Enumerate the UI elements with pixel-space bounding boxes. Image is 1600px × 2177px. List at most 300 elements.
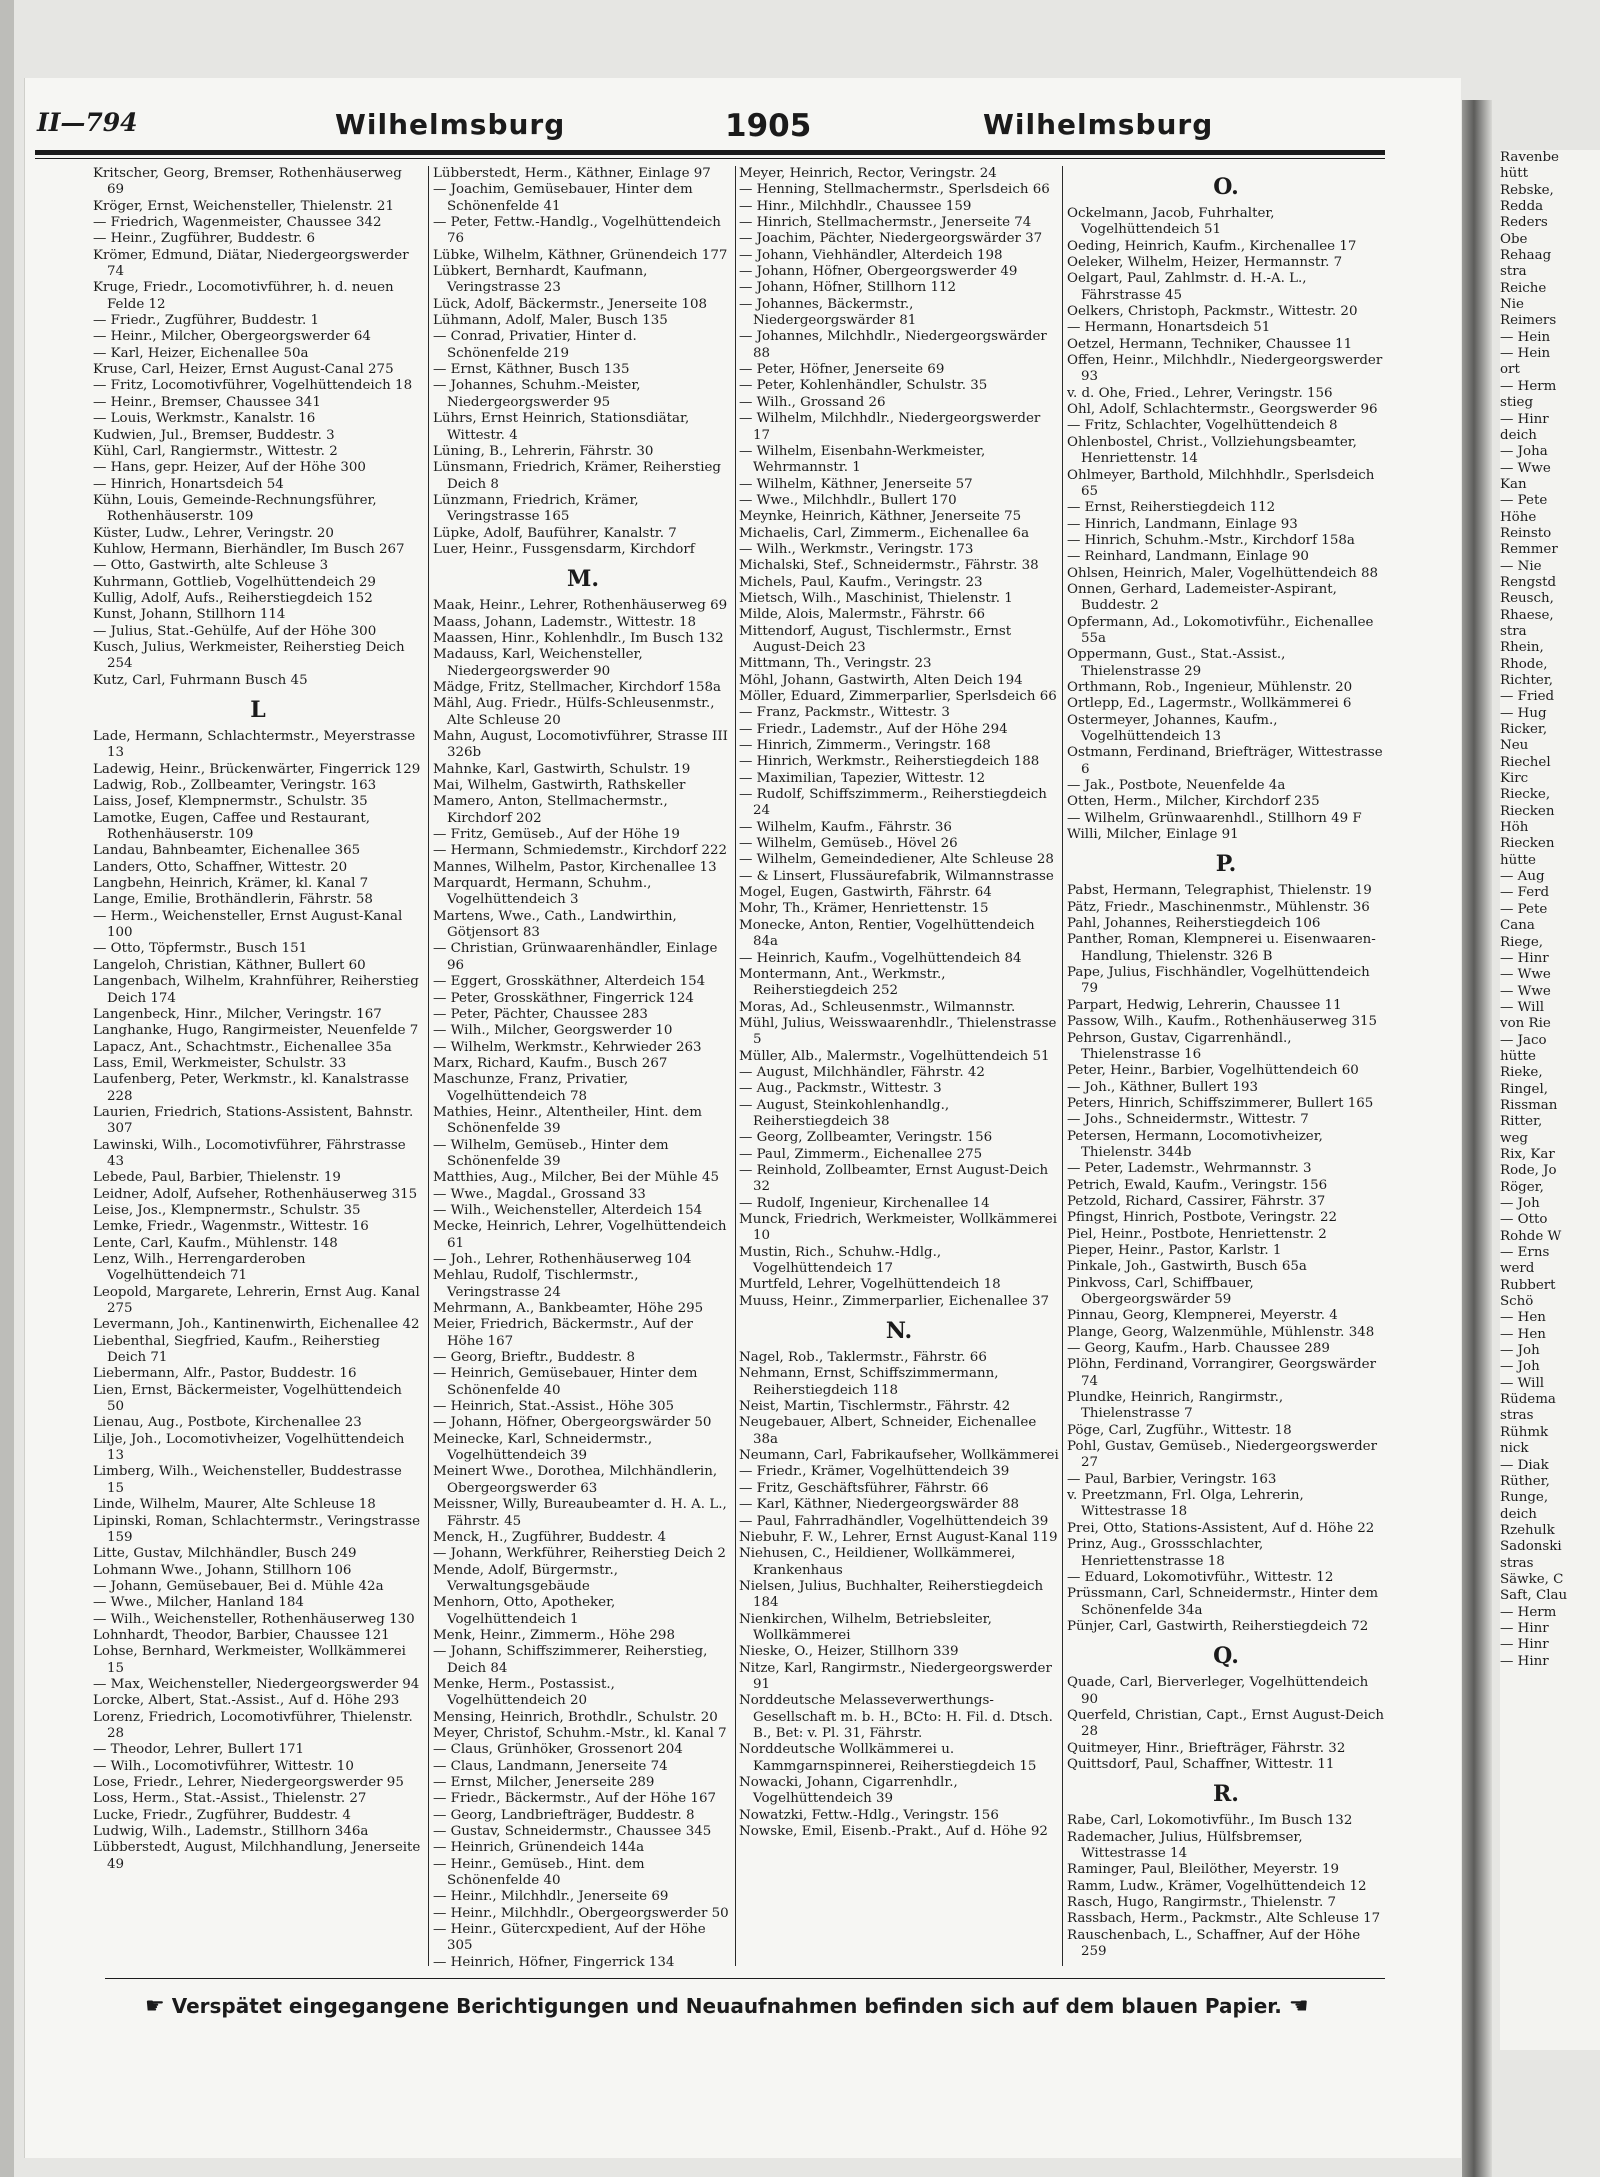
directory-entry: Quade, Carl, Bierverleger, Vogelhüttendeich 90 <box>1067 1675 1369 1707</box>
next-page-line: Richter, <box>1500 673 1553 688</box>
directory-entry: Meyer, Heinrich, Rector, Veringstr. 24 <box>739 166 997 181</box>
pointing-hand-right-icon: ☚ <box>1288 1994 1309 2019</box>
next-page-line: Reimers <box>1500 313 1557 329</box>
directory-entry: Norddeutsche Melasseverwerthungs-Gesellschaft m. b. H., BCto: H. Fil. d. Dtsch. B., Bet: v. Pl. 31, Fährstr. <box>739 1693 1053 1741</box>
directory-entry: Kritscher, Georg, Bremser, Rothenhäuserweg 69 <box>93 166 402 198</box>
directory-entry: — Johannes, Schuhm.-Meister, Niedergeorgswerder 95 <box>433 378 641 410</box>
next-page-line: — Jaco <box>1500 1032 1547 1048</box>
directory-entry: — Heinrich, Kaufm., Vogelhüttendeich 84 <box>739 950 1022 966</box>
directory-entry: Lawinski, Wilh., Locomotivführer, Fährstrasse 43 <box>93 1137 406 1169</box>
scan-edge <box>0 0 14 2177</box>
next-page-line: — Nie <box>1500 558 1542 574</box>
directory-entry: Lübkert, Bernhardt, Kaufmann, Veringstrasse 23 <box>433 264 648 296</box>
next-page-line: Kan <box>1500 476 1527 492</box>
directory-entry: Plöhn, Ferdinand, Vorrangirer, Georgswärder 74 <box>1067 1357 1376 1389</box>
directory-entry: — Heinrich, Gemüsebauer, Hinter dem Schönenfelde 40 <box>433 1366 698 1398</box>
directory-entry: — Maximilian, Tapezier, Wittestr. 12 <box>739 770 986 786</box>
directory-entry: — Heinr., Bremser, Chaussee 341 <box>93 394 321 410</box>
directory-entry: — Joachim, Pächter, Niedergeorgswärder 37 <box>739 231 1043 247</box>
next-page-line: Rissman <box>1500 1097 1558 1113</box>
next-page-line: Neu <box>1500 738 1529 754</box>
next-page-line: Rix, Kar <box>1500 1146 1555 1162</box>
directory-entry: — Peter, Fettw.-Handlg., Vogelhüttendeich 76 <box>433 215 721 247</box>
directory-entry: — Wilhelm, Gemüseb., Hinter dem Schönenfelde 39 <box>433 1137 669 1169</box>
next-page-line: — Hein <box>1500 329 1551 345</box>
directory-entry: Ostermeyer, Johannes, Kaufm., Vogelhüttendeich 13 <box>1067 712 1278 744</box>
directory-entry: Mahn, August, Locomotivführer, Strasse III 326b <box>433 729 728 761</box>
directory-entry: — Heinr., Milcher, Obergeorgswerder 64 <box>93 329 371 345</box>
directory-entry: Murtfeld, Lehrer, Vogelhüttendeich 18 <box>739 1277 1001 1293</box>
directory-entry: — Georg, Brieftr., Buddestr. 8 <box>433 1350 636 1366</box>
next-page-line: Rieke, <box>1500 1065 1543 1081</box>
directory-entry: Oeding, Heinrich, Kaufm., Kirchenallee 17 <box>1067 238 1357 254</box>
directory-entry: Maassen, Hinr., Kohlenhdlr., Im Busch 132 <box>433 630 724 646</box>
directory-entry: — Ernst, Reiherstiegdeich 112 <box>1067 500 1276 516</box>
directory-entry: — Wilh., Weichensteller, Alterdeich 154 <box>433 1202 703 1218</box>
directory-column-4 <box>1067 166 1385 1976</box>
directory-entry: Langbehn, Heinrich, Krämer, kl. Kanal 7 <box>93 876 369 892</box>
directory-entry: Nienkirchen, Wilhelm, Betriebsleiter, Wollkämmerei <box>739 1611 992 1643</box>
directory-entry: — Hinr., Milchhdlr., Chaussee 159 <box>739 198 972 214</box>
directory-entry: — Georg, Kaufm., Harb. Chaussee 289 <box>1067 1341 1330 1357</box>
directory-entry: Levermann, Joh., Kantinenwirth, Eichenallee 42 <box>93 1317 420 1333</box>
directory-entry: Leopold, Margarete, Lehrerin, Ernst Aug. Kanal 275 <box>93 1284 420 1317</box>
next-page-line: Rühmk <box>1500 1424 1549 1440</box>
directory-entry: — Max, Weichensteller, Niedergeorgswerder 94 <box>93 1676 420 1692</box>
directory-entry: — Franz, Packmstr., Wittestr. 3 <box>739 705 950 721</box>
directory-entry: Oelkers, Christoph, Packmstr., Wittestr. 20 <box>1067 304 1358 320</box>
directory-entry: Pahl, Johannes, Reiherstiegdeich 106 <box>1067 916 1321 932</box>
directory-entry: — Heinr., Gemüseb., Hint. dem Schönenfelde 40 <box>433 1856 645 1889</box>
next-page-line: — Hen <box>1500 1310 1546 1326</box>
directory-entry: Meier, Friedrich, Bäckermstr., Auf der Höhe 167 <box>433 1317 693 1349</box>
directory-entry: Prinz, Aug., Grossschlachter, Henriettenstrasse 18 <box>1067 1537 1264 1569</box>
directory-entry: Lipinski, Roman, Schlachtermstr., Veringstrasse 159 <box>93 1513 420 1545</box>
directory-entry: Opfermann, Ad., Lokomotivführ., Eichenallee 55a <box>1067 614 1374 646</box>
directory-entry: Nieske, O., Heizer, Stillhorn 339 <box>739 1644 959 1660</box>
directory-entry: — Friedr., Zugführer, Buddestr. 1 <box>93 313 320 329</box>
next-page-line: Rhein, <box>1500 640 1544 656</box>
next-page-line: von Rie <box>1500 1016 1551 1032</box>
next-page-line: Rebske, <box>1500 182 1554 198</box>
directory-entry: — Johann, Schiffszimmerer, Reiherstieg, Deich 84 <box>433 1644 708 1676</box>
directory-entry: Loss, Herm., Stat.-Assist., Thielenstr. 27 <box>93 1791 367 1807</box>
directory-entry: — August, Steinkohlenhandlg., Reiherstiegdeich 38 <box>739 1097 950 1129</box>
next-page-line: — Hinr <box>1500 1653 1549 1669</box>
directory-entry: Rademacher, Julius, Hülfsbremser, Wittestrasse 14 <box>1067 1829 1303 1861</box>
directory-column-3 <box>739 166 1059 1976</box>
next-page-line: Nie <box>1500 297 1524 313</box>
directory-entry: Oetzel, Hermann, Techniker, Chaussee 11 <box>1067 336 1353 352</box>
directory-entry: — Paul, Fahrradhändler, Vogelhüttendeich 39 <box>739 1513 1049 1529</box>
directory-entry: Pehrson, Gustav, Cigarrenhändl., Thielenstrasse 16 <box>1067 1030 1292 1062</box>
section-letter-heading: M. <box>566 566 599 593</box>
next-page-line: stra <box>1500 264 1527 280</box>
directory-entry: Pöge, Carl, Zugführ., Wittestr. 18 <box>1067 1422 1292 1438</box>
directory-entry: Lünsmann, Friedrich, Krämer, Reiherstieg Deich 8 <box>433 460 721 492</box>
directory-entry: — Wilh., Locomotivführer, Wittestr. 10 <box>93 1758 354 1774</box>
directory-entry: — Rudolf, Ingenieur, Kirchenallee 14 <box>739 1195 990 1211</box>
directory-entry: Ohlmeyer, Barthold, Milchhhdlr., Sperlsdeich 65 <box>1067 467 1375 499</box>
directory-entry: Norddeutsche Wollkämmerei u. Kammgarnspinnerei, Reiherstiegdeich 15 <box>739 1742 1037 1774</box>
directory-entry: Ramm, Ludw., Krämer, Vogelhüttendeich 12 <box>1067 1878 1367 1894</box>
directory-entry: Nitze, Karl, Rangirmstr., Niedergeorgswerder 91 <box>739 1660 1052 1692</box>
directory-entry: Ostmann, Ferdinand, Briefträger, Wittestrasse 6 <box>1067 745 1383 777</box>
directory-entry: — Wilhelm, Eisenbahn-Werkmeister, Wehrmannstr. 1 <box>739 443 986 476</box>
directory-entry: Linde, Wilhelm, Maurer, Alte Schleuse 18 <box>93 1497 376 1513</box>
footer-rule <box>105 1978 1385 1979</box>
directory-entry: — Peter, Lademstr., Wehrmannstr. 3 <box>1067 1161 1312 1177</box>
directory-entry: — Joh., Lehrer, Rothenhäuserweg 104 <box>433 1252 692 1267</box>
next-page-line: — Hein <box>1500 346 1551 362</box>
directory-entry: Mietsch, Wilh., Maschinist, Thielenstr. 1 <box>739 590 1013 606</box>
directory-entry: — Heinr., Gütercxpedient, Auf der Höhe 305 <box>433 1922 706 1954</box>
directory-entry: Nielsen, Julius, Buchhalter, Reiherstiegdeich 184 <box>739 1578 1044 1611</box>
directory-entry: Pohl, Gustav, Gemüseb., Niedergeorgswerder 27 <box>1067 1439 1377 1471</box>
next-page-line: Cana <box>1500 918 1535 934</box>
directory-entry: — Hinrich, Stellmachermstr., Jenerseite 74 <box>739 215 1032 231</box>
next-page-line: — Wwe <box>1500 983 1551 999</box>
directory-entry: Pünjer, Carl, Gastwirth, Reiherstiegdeich 72 <box>1067 1618 1369 1634</box>
directory-entry: — Heinrich, Grünendeich 144a <box>433 1840 645 1856</box>
directory-entry: — Heinr., Zugführer, Buddestr. 6 <box>93 231 316 247</box>
directory-entry: — Ernst, Milcher, Jenerseite 289 <box>433 1775 655 1790</box>
directory-entry: Neist, Martin, Tischlermstr., Fährstr. 42 <box>739 1399 1011 1415</box>
directory-entry: Quitmeyer, Hinr., Briefträger, Fährstr. 32 <box>1067 1740 1346 1756</box>
section-letter-heading: P. <box>1215 851 1237 878</box>
directory-entry: — Claus, Landmann, Jenerseite 74 <box>433 1758 668 1774</box>
next-page-line: weg <box>1500 1130 1528 1146</box>
next-page-line: — Joh <box>1500 1359 1540 1375</box>
directory-entry: Plange, Georg, Walzenmühle, Mühlenstr. 348 <box>1067 1324 1375 1340</box>
directory-entry: Küster, Ludw., Lehrer, Veringstr. 20 <box>93 525 334 541</box>
directory-entry: Raminger, Paul, Bleilöther, Meyerstr. 19 <box>1067 1862 1340 1878</box>
directory-entry: — Johann, Höfner, Obergeorgswärder 50 <box>433 1415 712 1431</box>
column-divider <box>735 166 736 1966</box>
directory-entry: — & Linsert, Flussäurefabrik, Wilmannstrasse <box>739 868 1054 884</box>
year-heading: 1905 <box>725 108 812 144</box>
directory-entry: — Hermann, Schmiedemstr., Kirchdorf 222 <box>433 843 728 859</box>
directory-entry: Lamotke, Eugen, Caffee und Restaurant, Rothenhäuserstr. 109 <box>93 810 371 843</box>
directory-entry: — Peter, Pächter, Chaussee 283 <box>433 1006 648 1022</box>
next-page-line: Remmer <box>1500 542 1558 558</box>
directory-entry: — Karl, Käthner, Niedergeorgswärder 88 <box>739 1497 1020 1513</box>
directory-entry: Mittmann, Th., Veringstr. 23 <box>739 656 932 672</box>
directory-entry: Lorenz, Friedrich, Locomotivführer, Thielenstr. 28 <box>93 1709 413 1741</box>
next-page-line: — Erns <box>1500 1245 1550 1261</box>
directory-entry: Peter, Heinr., Barbier, Vogelhüttendeich 60 <box>1067 1063 1359 1079</box>
directory-entry: Lohse, Bernhard, Werkmeister, Wollkämmerei 15 <box>93 1644 406 1676</box>
directory-entry: Ludwig, Wilh., Lademstr., Stillhorn 346a <box>93 1824 369 1840</box>
directory-entry: — Friedr., Bäckermstr., Auf der Höhe 167 <box>433 1791 716 1807</box>
running-title-left: Wilhelmsburg <box>335 108 566 141</box>
directory-entry: Meissner, Willy, Bureaubeamter d. H. A. L., Fährstr. 45 <box>433 1497 727 1529</box>
next-page-line: Reders <box>1500 215 1548 231</box>
directory-entry: Moras, Ad., Schleusenmstr., Wilmannstr. <box>739 999 1016 1015</box>
directory-entry: Oeleker, Wilhelm, Heizer, Hermannstr. 7 <box>1067 255 1343 271</box>
directory-entry: Lange, Emilie, Brothändlerin, Fährstr. 58 <box>93 892 373 908</box>
directory-entry: Lorcke, Albert, Stat.-Assist., Auf d. Höhe 293 <box>93 1693 400 1709</box>
directory-entry: Pinnau, Georg, Klempnerei, Meyerstr. 4 <box>1067 1308 1338 1324</box>
next-page-line: Saft, Clau <box>1500 1588 1568 1604</box>
directory-entry: Lucke, Friedr., Zugführer, Buddestr. 4 <box>93 1807 351 1823</box>
directory-entry: Lebede, Paul, Barbier, Thielenstr. 19 <box>93 1170 341 1186</box>
directory-entry: Prei, Otto, Stations-Assistent, Auf d. Höhe 22 <box>1067 1520 1375 1536</box>
directory-entry: — Hermann, Honartsdeich 51 <box>1067 320 1271 336</box>
directory-entry: — Wilh., Milcher, Georgswerder 10 <box>433 1023 673 1039</box>
next-page-line: Riecken <box>1500 836 1555 852</box>
directory-entry: Laufenberg, Peter, Werkmstr., kl. Kanalstrasse 228 <box>93 1072 409 1104</box>
directory-entry: Nagel, Rob., Taklermstr., Fährstr. 66 <box>739 1350 987 1366</box>
next-page-line: — Diak <box>1500 1457 1549 1473</box>
next-page-line: Ricker, <box>1500 722 1548 738</box>
next-page-line: — Pete <box>1500 901 1548 917</box>
directory-entry: Rassbach, Herm., Packmstr., Alte Schleuse 17 <box>1067 1911 1381 1927</box>
directory-entry: Lührs, Ernst Heinrich, Stationsdiätar, Wittestr. 4 <box>433 411 690 443</box>
next-page-line: — Otto <box>1500 1212 1548 1228</box>
next-page-line: Säwke, C <box>1500 1571 1564 1587</box>
next-page-line: — Herm <box>1500 378 1557 394</box>
next-page-line: Reiche <box>1500 280 1547 296</box>
directory-entry: Mogel, Eugen, Gastwirth, Fährstr. 64 <box>739 885 992 901</box>
directory-entry: Luer, Heinr., Fussgensdarm, Kirchdorf <box>433 541 695 557</box>
directory-entry: Passow, Wilh., Kaufm., Rothenhäuserweg 315 <box>1067 1014 1378 1030</box>
directory-entry: Marquardt, Hermann, Schuhm., Vogelhüttendeich 3 <box>433 876 652 908</box>
directory-entry: — Wilhelm, Milchhdlr., Niedergeorgswerder 17 <box>739 411 1041 443</box>
directory-entry: — Wilhelm, Grünwaarenhdl., Stillhorn 49 F <box>1067 810 1362 826</box>
directory-entry: — Henning, Stellmachermstr., Sperlsdeich 66 <box>739 182 1050 198</box>
section-letter-heading: O. <box>1213 174 1239 200</box>
directory-entry: Menk, Heinr., Zimmerm., Höhe 298 <box>433 1627 675 1643</box>
directory-entry: — Friedrich, Wagenmeister, Chaussee 342 <box>93 215 382 231</box>
directory-entry: Ladwig, Rob., Zollbeamter, Veringstr. 163 <box>93 778 377 794</box>
directory-entry: — Wilhelm, Werkmstr., Kehrwieder 263 <box>433 1039 702 1055</box>
directory-entry: Landers, Otto, Schaffner, Wittestr. 20 <box>93 859 348 875</box>
directory-entry: Liebermann, Alfr., Pastor, Buddestr. 16 <box>93 1366 357 1382</box>
directory-entry: — Wwe., Milchhdlr., Bullert 170 <box>739 492 957 508</box>
next-page-line: Schö <box>1500 1294 1534 1310</box>
next-page-line: nick <box>1500 1441 1529 1457</box>
directory-entry: — Johannes, Bäckermstr., Niedergeorgswärder 81 <box>739 296 917 329</box>
directory-column-2 <box>433 166 733 1976</box>
directory-entry: Panther, Roman, Klempnerei u. Eisenwaaren-Handlung, Thielenstr. 326 B <box>1067 932 1376 964</box>
directory-entry: Mensing, Heinrich, Brothdlr., Schulstr. 20 <box>433 1709 718 1725</box>
running-title-right: Wilhelmsburg <box>983 108 1214 141</box>
directory-entry: — Hinrich, Schuhm.-Mstr., Kirchdorf 158a <box>1067 532 1355 548</box>
directory-entry: — Otto, Gastwirth, alte Schleuse 3 <box>93 558 329 574</box>
directory-entry: Rabe, Carl, Lokomotivführ., Im Busch 132 <box>1067 1813 1353 1829</box>
directory-entry: Niehusen, C., Heildiener, Wollkämmerei, Krankenhaus <box>739 1546 1016 1578</box>
directory-entry: Oelgart, Paul, Zahlmstr. d. H.-A. L., Fährstrasse 45 <box>1067 271 1307 303</box>
directory-entry: — Rudolf, Schiffszimmerm., Reiherstiegdeich 24 <box>739 787 1047 819</box>
directory-entry: — Louis, Werkmstr., Kanalstr. 16 <box>93 411 316 427</box>
next-page-line: Höh <box>1500 820 1529 836</box>
directory-entry: Muuss, Heinr., Zimmerparlier, Eichenallee 37 <box>739 1293 1050 1309</box>
directory-entry: Lilje, Joh., Locomotivheizer, Vogelhüttendeich 13 <box>93 1431 405 1464</box>
directory-entry: — Wilh., Weichensteller, Rothenhäuserweg 130 <box>93 1611 415 1627</box>
directory-entry: — Reinhold, Zollbeamter, Ernst August-Deich 32 <box>739 1162 1049 1195</box>
next-page-line: Ringel, <box>1500 1081 1549 1097</box>
directory-entry: Ohl, Adolf, Schlachtermstr., Georgswerder 96 <box>1067 402 1378 418</box>
next-page-line: Rengstd <box>1500 574 1557 590</box>
page-number: II—794 <box>37 108 138 137</box>
section-letter-heading: N. <box>885 1318 913 1345</box>
directory-entry: — Peter, Höfner, Jenerseite 69 <box>739 362 945 378</box>
directory-column-1 <box>93 166 423 1976</box>
directory-entry: Kusch, Julius, Werkmeister, Reiherstieg Deich 254 <box>93 639 405 672</box>
directory-entry: Meinert Wwe., Dorothea, Milchhändlerin, Obergeorgswerder 63 <box>433 1464 718 1496</box>
directory-entry: — Jak., Postbote, Neuenfelde 4a <box>1067 778 1286 794</box>
directory-entry: Pinkvoss, Carl, Schiffbauer, Obergeorgswärder 59 <box>1067 1275 1254 1307</box>
directory-entry: — Friedr., Krämer, Vogelhüttendeich 39 <box>739 1464 1010 1480</box>
directory-entry: Lüpke, Adolf, Bauführer, Kanalstr. 7 <box>433 525 677 541</box>
directory-entry: Müller, Alb., Malermstr., Vogelhüttendeich 51 <box>739 1048 1050 1064</box>
directory-entry: Kuhrmann, Gottlieb, Vogelhüttendeich 29 <box>93 574 376 590</box>
directory-entry: — Wilh., Grossand 26 <box>739 394 886 410</box>
directory-entry: — Fritz, Schlachter, Vogelhüttendeich 8 <box>1067 418 1338 434</box>
next-page-line: Rhode, <box>1500 656 1548 672</box>
directory-entry: Mehlau, Rudolf, Tischlermstr., Veringstrasse 24 <box>433 1268 639 1300</box>
directory-entry: Oppermann, Gust., Stat.-Assist., Thielenstrasse 29 <box>1067 647 1286 679</box>
directory-entry: Parpart, Hedwig, Lehrerin, Chaussee 11 <box>1067 997 1342 1013</box>
next-page-line: — Pete <box>1500 493 1548 509</box>
directory-entry: Marx, Richard, Kaufm., Busch 267 <box>433 1055 668 1071</box>
directory-entry: Möller, Eduard, Zimmerparlier, Sperlsdeich 66 <box>739 689 1057 704</box>
directory-entry: Kruse, Carl, Heizer, Ernst August-Canal 275 <box>93 362 394 378</box>
directory-entry: — Claus, Grünhöker, Grossenort 204 <box>433 1742 683 1758</box>
directory-entry: Ohlsen, Heinrich, Maler, Vogelhüttendeich 88 <box>1067 565 1379 581</box>
next-page-line: Ravenbe <box>1500 150 1559 165</box>
directory-entry: — Karl, Heizer, Eichenallee 50a <box>93 345 309 361</box>
directory-entry: Onnen, Gerhard, Lademeister-Aspirant, Buddestr. 2 <box>1067 581 1337 614</box>
next-page-line: Riechel <box>1500 754 1551 770</box>
directory-entry: Nowacki, Johann, Cigarrenhdlr., Vogelhüttendeich 39 <box>739 1775 958 1807</box>
pointing-hand-left-icon: ☛ <box>145 1994 165 2019</box>
next-page-line: Sadonski <box>1500 1539 1562 1555</box>
directory-entry: Mohr, Th., Krämer, Henriettenstr. 15 <box>739 901 989 917</box>
directory-entry: — Heinrich, Stat.-Assist., Höhe 305 <box>433 1399 674 1415</box>
next-page-line: — Hinr <box>1500 411 1549 427</box>
directory-entry: — Hinrich, Zimmerm., Veringstr. 168 <box>739 738 991 754</box>
directory-entry: Petrich, Ewald, Kaufm., Veringstr. 156 <box>1067 1177 1328 1193</box>
directory-entry: Langenbeck, Hinr., Milcher, Veringstr. 167 <box>93 1006 382 1022</box>
directory-entry: Krömer, Edmund, Diätar, Niedergeorgswerder 74 <box>93 247 409 280</box>
directory-entry: Langhanke, Hugo, Rangirmeister, Neuenfelde 7 <box>93 1023 419 1039</box>
directory-entry: Lohmann Wwe., Johann, Stillhorn 106 <box>93 1562 352 1578</box>
next-page-line: Rubbert <box>1500 1277 1556 1293</box>
directory-entry: Leidner, Adolf, Aufseher, Rothenhäuserweg 315 <box>93 1186 418 1202</box>
directory-entry: Meynke, Heinrich, Käthner, Jenerseite 75 <box>739 509 1022 525</box>
directory-entry: — Paul, Zimmerm., Eichenallee 275 <box>739 1146 983 1162</box>
directory-entry: Prüssmann, Carl, Schneidermstr., Hinter dem Schönenfelde 34a <box>1067 1586 1379 1618</box>
directory-entry: Pfingst, Hinrich, Postbote, Veringstr. 22 <box>1067 1210 1338 1226</box>
directory-entry: — Johannes, Milchhdlr., Niedergeorgswärder 88 <box>739 329 1047 361</box>
directory-entry: — Hinrich, Honartsdeich 54 <box>93 476 284 492</box>
directory-entry: Kullig, Adolf, Aufs., Reiherstiegdeich 152 <box>93 590 373 606</box>
directory-entry: — Georg, Zollbeamter, Veringstr. 156 <box>739 1130 993 1146</box>
next-page-line: Riecke, <box>1500 787 1551 803</box>
directory-entry: Landau, Bahnbeamter, Eichenallee 365 <box>93 843 361 859</box>
next-page-line: Riege, <box>1500 934 1544 950</box>
next-page-line: deich <box>1500 1506 1537 1522</box>
directory-entry: — Wwe., Milcher, Hanland 184 <box>93 1595 304 1611</box>
directory-entry: Kudwien, Jul., Bremser, Buddestr. 3 <box>93 427 335 443</box>
directory-entry: Nowatzki, Fettw.-Hdlg., Veringstr. 156 <box>739 1807 999 1823</box>
next-page-line: Rüdema <box>1500 1392 1556 1408</box>
header-rule <box>35 150 1385 155</box>
directory-entry: Milde, Alois, Malermstr., Fährstr. 66 <box>739 607 986 623</box>
directory-entry: Quittsdorf, Paul, Schaffner, Wittestr. 11 <box>1067 1756 1335 1772</box>
directory-entry: Menhorn, Otto, Apotheker, Vogelhüttendeich 1 <box>433 1595 616 1627</box>
directory-entry: Monecke, Anton, Rentier, Vogelhüttendeich 84a <box>739 917 1035 950</box>
directory-entry: Lose, Friedr., Lehrer, Niedergeorgswerder 95 <box>93 1775 404 1790</box>
directory-entry: — Wilhelm, Kaufm., Fährstr. 36 <box>739 819 952 835</box>
next-page-line: Rohde W <box>1500 1228 1562 1244</box>
next-page-line: hütt <box>1500 166 1529 182</box>
column-divider <box>428 166 429 1966</box>
next-page-line: — Joh <box>1500 1196 1540 1211</box>
next-page-line: — Will <box>1500 1375 1545 1391</box>
next-page-line: ort <box>1500 362 1520 378</box>
directory-entry: Querfeld, Christian, Capt., Ernst August-Deich 28 <box>1067 1707 1384 1740</box>
next-page-line: stra <box>1500 623 1527 639</box>
directory-entry: Menck, H., Zugführer, Buddestr. 4 <box>433 1529 667 1545</box>
directory-entry: v. Preetzmann, Frl. Olga, Lehrerin, Wittestrasse 18 <box>1067 1488 1304 1520</box>
directory-entry: — Hinrich, Landmann, Einlage 93 <box>1067 516 1298 532</box>
directory-entry: Kröger, Ernst, Weichensteller, Thielenstr. 21 <box>93 198 394 214</box>
directory-entry: — Friedr., Lademstr., Auf der Höhe 294 <box>739 721 1008 737</box>
directory-entry: Ladewig, Heinr., Brückenwärter, Fingerrick 129 <box>93 761 421 777</box>
directory-entry: Langenbach, Wilhelm, Krahnführer, Reiherstieg Deich 174 <box>93 974 419 1006</box>
directory-entry: Lühmann, Adolf, Maler, Busch 135 <box>433 313 668 329</box>
directory-entry: Lien, Ernst, Bäckermeister, Vogelhüttendeich 50 <box>93 1382 402 1415</box>
directory-entry: Mecke, Heinrich, Lehrer, Vogelhüttendeich 61 <box>433 1219 727 1251</box>
directory-entry: Nehmann, Ernst, Schiffszimmermann, Reiherstiegdeich 118 <box>739 1366 999 1398</box>
directory-entry: Ockelmann, Jacob, Fuhrhalter, Vogelhüttendeich 51 <box>1067 206 1275 238</box>
directory-page <box>24 78 1461 2158</box>
next-page-line: deich <box>1500 427 1537 443</box>
footer-notice <box>145 1994 1385 2019</box>
directory-entry: Leise, Jos., Klempnermstr., Schulstr. 35 <box>93 1202 361 1218</box>
next-page-line: — Hinr <box>1500 950 1549 966</box>
directory-entry: — Johann, Gemüsebauer, Bei d. Mühle 42a <box>93 1578 384 1594</box>
next-page-line: Rode, Jo <box>1500 1163 1557 1179</box>
next-page-fragment <box>1500 150 1600 2050</box>
directory-entry: — Johann, Höfner, Stillhorn 112 <box>739 280 957 296</box>
directory-entry: — Joachim, Gemüsebauer, Hinter dem Schönenfelde 41 <box>433 182 693 214</box>
next-page-line: Rhaese, <box>1500 607 1554 623</box>
next-page-line: — Hen <box>1500 1326 1546 1342</box>
directory-entry: — Georg, Landbriefträger, Buddestr. 8 <box>433 1807 695 1823</box>
directory-entry: — Christian, Grünwaarenhändler, Einlage 96 <box>433 941 718 973</box>
directory-entry: — Heinrich, Höfner, Fingerrick 134 <box>433 1954 675 1970</box>
next-page-line: hütte <box>1500 852 1536 868</box>
directory-entry: — Johann, Viehhändler, Alterdeich 198 <box>739 247 1003 263</box>
directory-entry: Mehrmann, A., Bankbeamter, Höhe 295 <box>433 1301 704 1317</box>
directory-entry: Mahnke, Karl, Gastwirth, Schulstr. 19 <box>433 761 691 777</box>
directory-entry: — Paul, Barbier, Veringstr. 163 <box>1067 1471 1277 1487</box>
directory-entry: — Conrad, Privatier, Hinter d. Schönenfelde 219 <box>433 329 637 361</box>
next-page-line: hütte <box>1500 1048 1536 1064</box>
directory-entry: Möhl, Johann, Gastwirth, Alten Deich 194 <box>739 672 1023 688</box>
directory-entry: Lübberstedt, August, Milchhandlung, Jenerseite 49 <box>93 1840 421 1872</box>
directory-entry: — Heinr., Milchhdlr., Jenerseite 69 <box>433 1889 669 1905</box>
directory-entry: Maak, Heinr., Lehrer, Rothenhäuserweg 69 <box>433 598 728 614</box>
next-page-line: stras <box>1500 1555 1534 1571</box>
next-page-line: — Joha <box>1500 444 1548 460</box>
next-page-line: Redda <box>1500 199 1544 215</box>
next-page-line: Rzehulk <box>1500 1522 1555 1538</box>
